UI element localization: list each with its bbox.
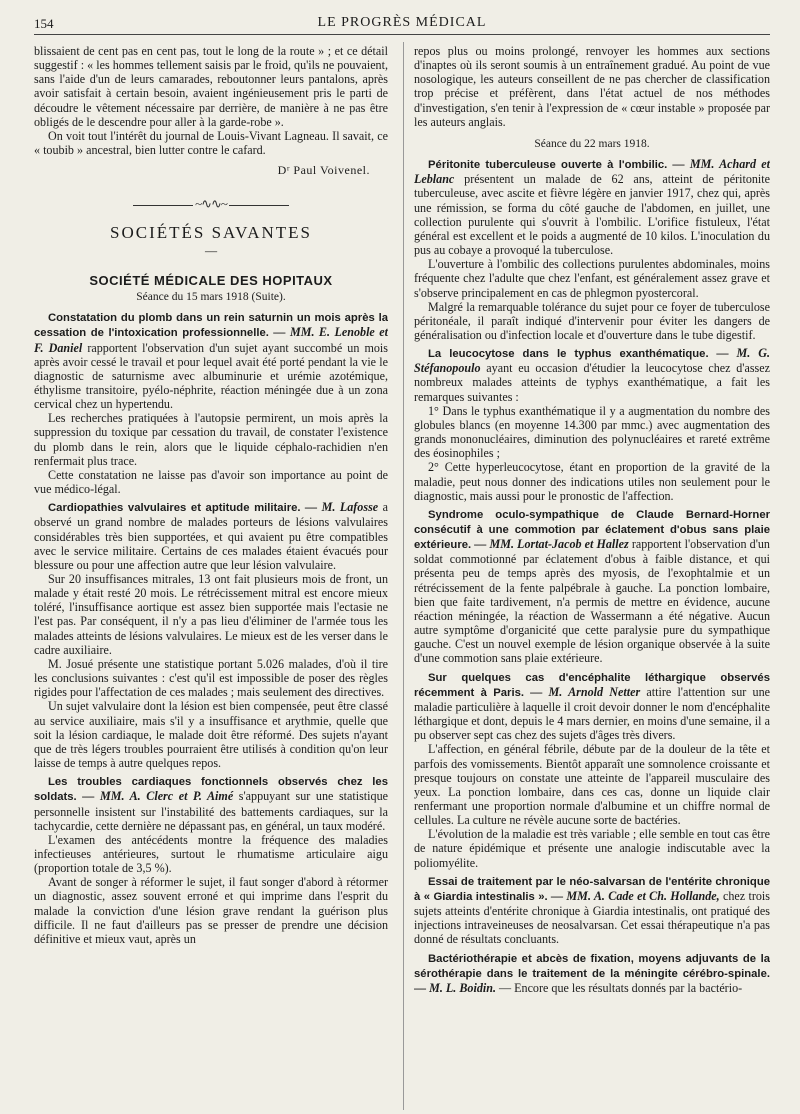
- column-divider: [403, 42, 404, 1110]
- article-lead-cardiopathies: [34, 500, 388, 572]
- article-text: a observé un grand nombre de malades porteurs de lésions valvulaires considérables très bien supportées, et qui avaient pu être compatibles avec le service militaire. Certains de ces malades étaient évacués pour blessure ou pour une affection autre que leur lésion valvulaire.: [34, 500, 388, 572]
- article-authors: — MM. E. Lenoble et F. Daniel: [34, 325, 388, 355]
- article-heading: Cardiopathies valvulaires et aptitude militaire.: [48, 502, 301, 515]
- article-lead-encephalite: [414, 670, 770, 743]
- article-heading: Bactériothérapie et abcès de fixation, moyens adjuvants de la sérothérapie dans le traitement de la méningite cérébro-spinale.: [414, 952, 770, 980]
- paragraph: repos plus ou moins prolongé, renvoyer les hommes aux sections d'inaptes où ils seront soumis à un entraînement gradué. Au point de vue nosologique, les auteurs conseillent de ne pas chercher de classification trop précise et préfèrent, dans l'état actuel de nos méthodes d'investigation, s'en tenir à l'expression de « cœur instable » proposée par les auteurs anglais.: [414, 44, 770, 129]
- paragraph: L'affection, en général fébrile, débute par de la douleur de la tête et parfois des vomissements. Bientôt apparaît une somnolence croissante et presque toujours on constate une atteinte de l'appareil musculaire des yeux. La ponction lombaire, dans ces cas, donne un liquide clair renfermant une proportion normale d'albumine et un chiffre normal de cellules. La culture ne révèle aucune sorte de bactéries.: [414, 742, 770, 828]
- article-text: ayant eu occasion d'étudier la leucocytose chez d'assez nombreux malades atteints de typhys exanthématique, a fait les remarques suivantes :: [414, 361, 770, 404]
- article-heading: Constatation du plomb dans un rein saturnin un mois après la cessation de l'intoxication professionnelle.: [34, 312, 388, 340]
- article-lead-peritonite: [414, 157, 770, 257]
- ornament-divider: ~∿∿~: [34, 197, 388, 211]
- article-text: présentent un malade de 62 ans, atteint de péritonite tuberculeuse, avec ascite et fièvre légère en janvier 1917, chez qui, après une rémission, se forma du côté gauche de l'abdomen, en juillet, une collection purulente qui s'ouvrit à l'ombilic. L'orifice fistuleux, l'état général est excellent et le poids a augmenté de 10 kilos. L'inoculation du pus au cobaye a provoqué la tuberculose.: [414, 172, 770, 258]
- article-heading: Syndrome oculo-sympathique de Claude Bernard-Horner consécutif à une commotion par éclatement d'obus sans plaie extérieure.: [414, 508, 770, 552]
- article-authors: — MM. Lortat-Jacob et Hallez: [474, 537, 629, 552]
- article-authors: — MM. Achard et Leblanc: [414, 157, 770, 187]
- article-heading: Les troubles cardiaques fonctionnels observés chez les soldats.: [34, 776, 388, 804]
- paragraph: Un sujet valvulaire dont la lésion est bien compensée, peut être classé au service auxiliaire, mais s'il y a insuffisance et arythmie, quelle que soit la lésion cardiaque, le malade doit être réformé. Des sujets n'ayant que de très légers troubles pourraient être utilisés à condition qu'on leur laisse de temps à autre quelques repos.: [34, 699, 388, 771]
- article-lead-syndrome: [414, 507, 770, 666]
- article-authors: — M. Arnold Netter: [530, 684, 641, 699]
- article-heading: Péritonite tuberculeuse ouverte à l'ombilic.: [428, 159, 668, 172]
- paragraph: Les recherches pratiquées à l'autopsie permirent, un mois après la suppression du toxique par cessation du travail, de constater l'existence du plomb dans le rein, alors que le liquide céphalo-rachidien n'en renfermait plus trace.: [34, 411, 388, 468]
- paragraph: L'examen des antécédents montre la fréquence des maladies infectieuses antérieures, surtout le rhumatisme articulaire aigu (proportion totale de 3,5 %).: [34, 832, 388, 876]
- paragraph: blissaient de cent pas en cent pas, tout le long de la route » ; et ce détail suggestif : « les hommes tellement saisis par le froid, qu'ils ne pouvaient, sans l'aide d'un de leurs camarades, reboutonner leurs pantalons, après avoir satisfait à certain besoin, avaient ingénieusement pris le parti de découdre le vêtement nécessaire par derrière, de manière à ne pas être obligés de le descendre pour aller à la garde-robe ».: [34, 44, 388, 129]
- article-text: chez trois sujets atteints d'entérite chronique à Giardia intestinalis, ont pratiqué des injections intraveineuses de neosalvarsan. Cet essai thérapeutique n'a pas donné de résultats concluants.: [414, 888, 770, 947]
- article-heading: La leucocytose dans le typhus exanthématique.: [428, 348, 709, 361]
- page-number: 154: [34, 16, 54, 31]
- paragraph: On voit tout l'intérêt du journal de Louis-Vivant Lagneau. Il savait, ce « toubib » ancestral, bien lutter contre le cafard.: [34, 128, 388, 158]
- section-title: SOCIÉTÉS SAVANTES: [110, 222, 312, 242]
- paragraph: Malgré la remarquable tolérance du sujet pour ce foyer de tuberculose péritonéale, il paraît indiqué d'intervenir pour éviter les dangers de généralisation ou d'infection locale et d'ouverture dans le tube digestif.: [414, 299, 770, 342]
- paragraph: Cette constatation ne laisse pas d'avoir son importance au point de vue médico-légal.: [34, 467, 388, 497]
- article-heading: Sur quelques cas d'encéphalite léthargique observés récemment à Paris.: [414, 671, 770, 699]
- article-text: rapportent l'observation d'un sujet ayant succombé un mois après avoir cessé le travail et pour lequel avait été porté pendant la vie le diagnostic de saturnisme avec albuminurie et urémie azotémique, éthylisme transitoire, pyélo-néphrite, réaction méningée due à un zona cervical chez un hypertendu.: [34, 340, 388, 412]
- article-authors: — MM. A. Cade et Ch. Hollande,: [551, 888, 720, 903]
- article-lead-bacteriotherapie: [414, 951, 770, 995]
- article-lead-leucocytose: [414, 346, 770, 404]
- article-text: rapportent l'observation d'un soldat commotionné par éclatement d'obus à faible distance, et qui présenta peu de temps après des myosis, de l'exophtalmie et un rétrécissement de la fente palpébrale à gauche. La ponction lombaire, bien que faite tardivement, n'a permis de mettre en évidence, aucune réaction méningée, la réaction de Wassermann a été négative. Aucun autre symptôme d'organicité que cette paralysie pure du sympathique gauche. C'est un nouvel exemple de lésion organique observée à la suite d'une commotion sans plaie extérieure.: [414, 537, 770, 666]
- right-column: [414, 44, 770, 1112]
- page-header: [34, 14, 770, 35]
- article-heading: Essai de traitement par le néo-salvarsan de l'entérite chronique à « Giardia intestinalis ».: [414, 875, 770, 903]
- paragraph: M. Josué présente une statistique portant 5.026 malades, d'où il tire les conclusions suivantes : c'est qu'il est impossible de poser des règles rigides pour l'affectation de ces malades ; mais seulement des directives.: [34, 656, 388, 700]
- article-text: attire l'attention sur une maladie particulière à laquelle il croit devoir donner le nom d'encéphalite léthargique et dont, depuis le 4 mars dernier, en moins d'une semaine, il a pu observer sept cas chez des sujets d'âges très divers.: [414, 684, 770, 743]
- author-signature: Dʳ Paul Voivenel.: [277, 163, 370, 178]
- paragraph: 2° Cette hyperleucocytose, étant en proportion de la gravité de la maladie, peut nous donner des indications utiles non seulement pour le diagnostic, mais aussi pour le pronostic de l'affection.: [414, 460, 770, 503]
- paragraph: L'évolution de la maladie est très variable ; elle semble en tout cas être de nature épidémique et présente une analogie indiscutable avec la poliomyélite.: [414, 827, 770, 870]
- paragraph: Sur 20 insuffisances mitrales, 13 ont fait plusieurs mois de front, un malade y était resté 20 mois. Le rétrécissement mitral est encore mieux toléré, l'insuffisance aortique est assez bien supportée mais l'ectasie ne l'est pas. Par conséquent, il n'y a pas lieu d'éliminer de l'armée tous les malades atteints de lésions valvulaires. Le mieux est de les verser dans le cadre auxiliaire.: [34, 572, 388, 657]
- paragraph: L'ouverture à l'ombilic des collections purulentes abdominales, moins fréquente chez l'adulte que chez l'enfant, est généralement assez grave et s'observe principalement en cas de phlegmon pyostercoral.: [414, 257, 770, 300]
- left-column: [34, 44, 388, 1112]
- article-lead-troubles: [34, 774, 388, 833]
- article-authors: — M. Lafosse: [305, 500, 379, 515]
- article-authors: — M. L. Boidin.: [414, 980, 496, 995]
- article-authors: — MM. A. Clerc et P. Aimé: [82, 789, 234, 804]
- article-text: s'appuyant sur une statistique personnelle insistent sur l'instabilité des battements cardiaques, sur la tachycardie, cette dernière ne dépassant pas, en général, un taux modéré.: [34, 789, 388, 833]
- section-dash: —: [204, 243, 218, 258]
- session-date: Séance du 22 mars 1918.: [534, 137, 650, 150]
- paragraph: Avant de songer à réformer le sujet, il faut songer d'abord à rétormer un diagnostic, assez souvent erroné et qui imprime dans l'esprit du malade la conviction d'une lésion grave rendant la guérison plus difficile. Il ne faut d'ailleurs pas se presser de prendre une décision définitive et mieux vaut, après un: [34, 875, 388, 946]
- article-text: — Encore que les résultats donnés par la bactério-: [499, 980, 743, 995]
- article-lead-giardia: [414, 874, 770, 947]
- session-date: Séance du 15 mars 1918 (Suite).: [136, 291, 286, 304]
- society-title: SOCIÉTÉ MÉDICALE DES HOPITAUX: [89, 272, 333, 288]
- article-lead-plomb: [34, 310, 388, 411]
- paragraph: 1° Dans le typhus exanthématique il y a augmentation du nombre des globules blancs (en moyenne 14.300 par mmc.) avec augmentation des grands mononucléaires, diminution des polynucléaires et rareté extrême des éosinophiles ;: [414, 403, 770, 461]
- article-authors: — M. G. Stéfanopoulo: [414, 346, 770, 376]
- journal-title: LE PROGRÈS MÉDICAL: [317, 15, 487, 30]
